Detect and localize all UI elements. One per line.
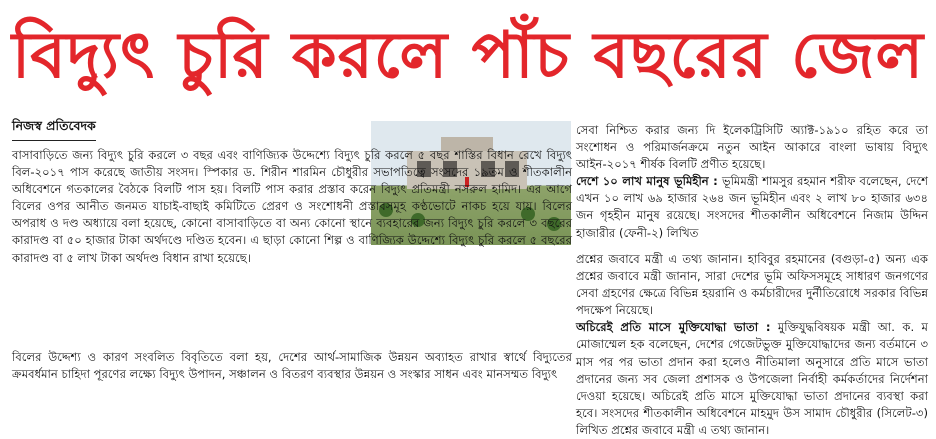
- section-heading-freedom-fighters: অচিরেই প্রতি মাসে মুক্তিযোদ্ধা ভাতা :: [576, 320, 771, 335]
- section-text-freedom-fighters: মুক্তিযুদ্ধবিষয়ক মন্ত্রী আ. ক. ম মোজাম্মেল হক বলেছেন, দেশের গেজেটভুক্ত মুক্তিযোদ্ধাদের জন্য বর্তমানে ৩ মাস পর পর ভাতা প্রদান করা হলেও নীতিমালা অনুসারে প্রতি মাসে ভাতা প্রদানের জন্য সব জেলা প্রশাসক ও উপজেলা নির্বাহী কর্মকর্তাদের নির্দেশনা দেওয়া হয়েছে। অচিরেই প্রতি মাসে মুক্তিযোদ্ধা ভাতা প্রদানের ব্যবস্থা করা হবে। সংসদের শীতকালীন অধিবেশনে মাহমুদ উস সামাদ চৌধুরীর (সিলেট-৩) লিখিত প্রশ্নের জবাবে মন্ত্রী এ তথ্য জানান।: [576, 320, 928, 437]
- article-paragraph-1: বাসাবাড়িতে জন্য বিদ্যুৎ চুরি করলে ৩ বছর এবং বাণিজ্যিক উদ্দেশ্যে বিদ্যুৎ চুরি করলে ৫ বছর শাস্তির বিধান রেখে বিদ্যুৎ বিল-২০১৭ পাস করেছে জাতীয় সংসদ। স্পিকার ড. শিরীন শারমিন চৌধুরীর সভাপতিত্বে সংসদের ১৯তম ও শীতকালীন অধিবেশনে গতকালের বৈঠকে বিলটি পাস হয়। বিলটি পাস করার প্রস্তাব করেন বিদ্যুৎ প্রতিমন্ত্রী নসরুল হামিদ। এর আগে বিলের ওপর আনীত জনমত যাচাই-বাছাই কমিটিতে প্রেরণ ও সংশোধনী প্রস্তাবসমূহ কণ্ঠভোটে নাকচ হয়ে যায়। বিলের অপরাধ ও দণ্ড অধ্যায়ে বলা হয়েছে, কোনো বাসাবাড়িতে বা অন্য কোনো স্থানে ব্যবহারের জন্য বিদ্যুৎ চুরি করলে ৩ বছরের কারাদণ্ড বা ৫০ হাজার টাকা অর্থদণ্ডে দণ্ডিত হবেন। এ ছাড়া কোনো শিল্প ও বাণিজ্যিক উদ্দেশ্যে বিদ্যুৎ চুরি করলে ৫ বছরের কারাদণ্ড বা ৫ লাখ টাকা অর্থদণ্ড বিধান রাখা হয়েছে।: [12, 148, 572, 265]
- section-freedom-fighters: [576, 319, 928, 439]
- byline: নিজস্ব প্রতিবেদক: [12, 118, 96, 141]
- wide-column: [576, 251, 928, 439]
- article-paragraph-2: বিলের উদ্দেশ্য ও কারণ সংবলিত বিবৃতিতে বলা হয়, দেশের আর্থ-সামাজিক উন্নয়ন অব্যাহত রাখার স্বার্থে বিদ্যুতের ক্রমবর্ধমান চাহিদা পূরণের লক্ষ্যে বিদ্যুৎ উপাদন, সঞ্চালন ও বিতরণ ব্যবস্থার উন্নয়ন ও সংস্কার সাধন এবং মানসম্মত বিদ্যুৎ: [12, 350, 572, 382]
- headline: বিদ্যুৎ চুরি করলে পাঁচ বছরের জেল: [11, 19, 925, 93]
- section-text-landless: ভূমিমন্ত্রী শামসুর রহমান শরীফ বলেছেন, দেশে এখন ১০ লাখ ৬৯ হাজার ২৬৪ জন ভূমিহীন এবং ২ লাখ ৮০ হাজার ৬৩৪ জন গৃহহীন মানুষ রয়েছে। সংসদের শীতকালীন অধিবেশনে নিজাম উদ্দিন হাজারীর (ফেনী-২) লিখিত: [576, 174, 929, 240]
- article-paragraph-r1: সেবা নিশ্চিত করার জন্য দি ইলেকট্রিসিটি অ্যাক্ট-১৯১০ রহিত করে তা সংশোধন ও পরিমার্জনক্রমে নতুন আইন আকারে বাংলা ভাষায় বিদ্যুৎ আইন-২০১৭ শীর্ষক বিলটি প্রণীত হয়েছে।: [576, 123, 928, 172]
- right-column: [576, 122, 928, 242]
- section-landless: [576, 173, 928, 241]
- section-heading-landless: দেশে ১০ লাখ মানুষ ভূমিহীন :: [576, 174, 718, 189]
- article-paragraph-r3: প্রশ্নের জবাবে মন্ত্রী এ তথ্য জানান। হাবিবুর রহমানের (বগুড়া-৫) অন্য এক প্রশ্নের জবাবে মন্ত্রী জানান, সারা দেশের ভূমি অফিসসমূহে সাধারণ জনগণের সেবা গ্রহণের ক্ষেত্রে বিভিন্ন হয়রানি ও কর্মচারীদের দুর্নীতিরোধে সরকার বিভিন্ন পদক্ষেপ নিয়েছে।: [576, 252, 928, 318]
